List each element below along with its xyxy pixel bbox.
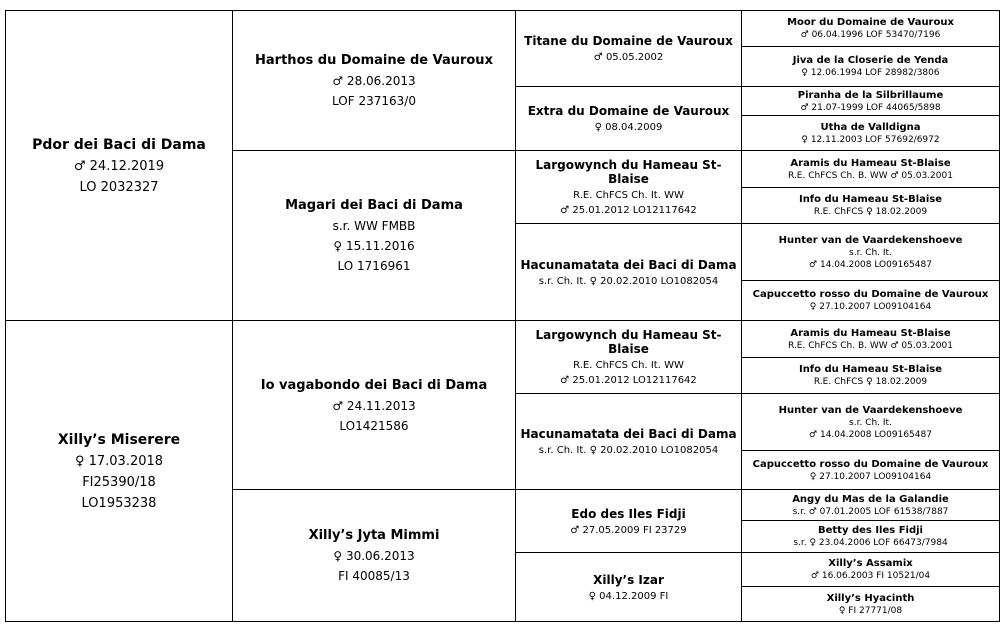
dog-name: Xilly’s Miserere xyxy=(57,431,181,448)
dog-name: Xilly’s Izar xyxy=(593,572,664,587)
dog-name: Piranha de la Silbrillaume xyxy=(797,89,944,101)
pedigree-cell-gen4-16 xyxy=(741,586,1000,622)
dog-info-line: R.E. ChFCS Ch. It. WW xyxy=(573,360,684,371)
dog-info-line: R.E. ChFCS Ch. B. WW ♂ 05.03.2001 xyxy=(788,340,953,351)
pedigree-cell-gen4-3 xyxy=(741,86,1000,116)
dog-info-line: R.E. ChFCS Ch. It. WW xyxy=(573,190,684,201)
dog-info-line: ♂ 14.04.2008 LO09165487 xyxy=(809,259,932,270)
dog-info-line: LO 2032327 xyxy=(79,179,159,195)
pedigree-cell-gen1-2 xyxy=(5,320,233,622)
dog-name: Capuccetto rosso du Domaine de Vauroux xyxy=(752,289,989,300)
dog-info-line: ♀ FI 27771/08 xyxy=(838,605,903,616)
dog-info-line: ♂ 27.05.2009 FI 23729 xyxy=(570,524,687,536)
dog-info-line: s.r. Ch. It. ♀ 20.02.2010 LO1082054 xyxy=(538,445,719,456)
pedigree-cell-gen4-8 xyxy=(741,280,1000,321)
dog-name: Magari dei Baci di Dama xyxy=(285,198,463,213)
pedigree-cell-gen4-5 xyxy=(741,150,1000,188)
dog-name: Hunter van de Vaardekenshoeve xyxy=(778,234,963,246)
dog-info-line: ♂ 05.05.2002 xyxy=(593,52,664,63)
pedigree-cell-gen4-10 xyxy=(741,357,1000,394)
dog-info-line: ♂ 25.01.2012 LO12117642 xyxy=(560,375,697,386)
dog-name: Hunter van de Vaardekenshoeve xyxy=(778,404,963,416)
pedigree-cell-gen2-4 xyxy=(232,489,516,622)
dog-name: Info du Hameau St-Blaise xyxy=(798,364,943,375)
dog-info-line: ♀ 27.10.2007 LO09104164 xyxy=(809,471,932,482)
dog-name: Largowynch du Hameau St-Blaise xyxy=(535,328,722,356)
pedigree-cell-gen4-15 xyxy=(741,552,1000,587)
dog-info-line: s.r. ♀ 23.04.2006 LOF 66473/7984 xyxy=(793,538,948,548)
dog-name: Aramis du Hameau St-Blaise xyxy=(790,157,951,169)
dog-name: Io vagabondo dei Baci di Dama xyxy=(260,377,488,393)
pedigree-cell-gen4-11 xyxy=(741,393,1000,451)
dog-info-line: ♂ 16.06.2003 FI 10521/04 xyxy=(810,571,931,581)
pedigree-cell-gen4-2 xyxy=(741,46,1000,87)
dog-info-line: ♂ 28.06.2013 xyxy=(332,74,416,88)
pedigree-cell-gen1-1 xyxy=(5,10,233,321)
dog-name: Moor du Domaine de Vauroux xyxy=(787,17,954,28)
pedigree-cell-gen4-6 xyxy=(741,187,1000,224)
dog-name: Aramis du Hameau St-Blaise xyxy=(790,327,951,339)
pedigree-cell-gen4-13 xyxy=(741,489,1000,521)
pedigree-cell-gen3-4 xyxy=(515,223,742,321)
dog-info-line: ♂ 25.01.2012 LO12117642 xyxy=(560,205,697,216)
dog-info-line: ♂ 24.11.2013 xyxy=(332,398,416,413)
dog-info-line: ♀ 04.12.2009 FI xyxy=(588,590,669,602)
dog-name: Largowynch du Hameau St-Blaise xyxy=(535,158,722,186)
pedigree-cell-gen3-7 xyxy=(515,489,742,553)
dog-name: Pdor dei Baci di Dama xyxy=(32,136,206,153)
dog-info-line: LO1953238 xyxy=(81,495,157,511)
pedigree-cell-gen4-9 xyxy=(741,320,1000,358)
pedigree-cell-gen4-4 xyxy=(741,115,1000,151)
dog-info-line: R.E. ChFCS ♀ 18.02.2009 xyxy=(813,207,928,217)
dog-info-line: FI 40085/13 xyxy=(338,569,410,583)
dog-info-line: ♂ 21.07-1999 LOF 44065/5898 xyxy=(800,102,941,113)
pedigree-cell-gen4-14 xyxy=(741,520,1000,553)
dog-name: Info du Hameau St-Blaise xyxy=(798,194,943,205)
dog-info-line: s.r. WW FMBB xyxy=(332,219,416,233)
pedigree-cell-gen3-2 xyxy=(515,86,742,151)
dog-name: Angy du Mas de la Galandie xyxy=(792,493,949,505)
dog-name: Xilly’s Assamix xyxy=(828,558,913,569)
pedigree-cell-gen2-3 xyxy=(232,320,516,490)
pedigree-cell-gen3-8 xyxy=(515,552,742,622)
dog-info-line: ♀ 12.06.1994 LOF 28982/3806 xyxy=(801,68,940,78)
dog-name: Capuccetto rosso du Domaine de Vauroux xyxy=(752,458,989,470)
pedigree-cell-gen4-12 xyxy=(741,450,1000,490)
dog-info-line: ♀ 30.06.2013 xyxy=(333,549,415,563)
dog-info-line: s.r. Ch. It. xyxy=(849,417,892,428)
pedigree-cell-gen3-6 xyxy=(515,393,742,490)
dog-name: Titane du Domaine de Vauroux xyxy=(524,34,733,48)
dog-info-line: ♂ 24.12.2019 xyxy=(73,158,165,174)
pedigree-cell-gen4-1 xyxy=(741,10,1000,47)
pedigree-cell-gen3-1 xyxy=(515,10,742,87)
dog-info-line: s.r. ♂ 07.01.2005 LOF 61538/7887 xyxy=(792,506,949,517)
dog-info-line: R.E. ChFCS Ch. B. WW ♂ 05.03.2001 xyxy=(788,170,953,181)
dog-info-line: FI25390/18 xyxy=(82,474,156,490)
dog-info-line: LO1421586 xyxy=(339,418,409,433)
dog-info-line: ♀ 27.10.2007 LO09104164 xyxy=(809,302,932,312)
pedigree-cell-gen2-2 xyxy=(232,150,516,321)
dog-info-line: ♀ 15.11.2016 xyxy=(333,239,415,253)
dog-name: Harthos du Domaine de Vauroux xyxy=(255,53,493,68)
dog-info-line: LO 1716961 xyxy=(337,259,411,273)
dog-name: Hacunamatata dei Baci di Dama xyxy=(520,257,737,272)
dog-name: Jiva de la Closerie de Yenda xyxy=(792,55,949,66)
dog-name: Xilly’s Hyacinth xyxy=(826,592,915,604)
dog-name: Xilly’s Jyta Mimmi xyxy=(308,528,440,543)
dog-info-line: LOF 237163/0 xyxy=(332,94,416,108)
dog-info-line: ♀ 08.04.2009 xyxy=(594,122,663,133)
dog-info-line: s.r. Ch. It. ♀ 20.02.2010 LO1082054 xyxy=(538,275,719,287)
dog-name: Extra du Domaine de Vauroux xyxy=(527,104,730,118)
dog-name: Edo des Iles Fidji xyxy=(571,506,686,521)
dog-info-line: ♀ 12.11.2003 LOF 57692/6972 xyxy=(801,134,940,145)
pedigree-cell-gen4-7 xyxy=(741,223,1000,281)
pedigree-cell-gen3-3 xyxy=(515,150,742,224)
dog-info-line: ♀ 17.03.2018 xyxy=(74,453,164,469)
dog-info-line: R.E. ChFCS ♀ 18.02.2009 xyxy=(813,377,928,387)
dog-name: Betty des Iles Fidji xyxy=(818,525,923,536)
dog-name: Utha de Valldigna xyxy=(820,121,921,133)
pedigree-cell-gen2-1 xyxy=(232,10,516,151)
dog-info-line: ♂ 06.04.1996 LOF 53470/7196 xyxy=(800,30,941,40)
pedigree-cell-gen3-5 xyxy=(515,320,742,394)
dog-name: Hacunamatata dei Baci di Dama xyxy=(520,427,737,441)
dog-info-line: s.r. Ch. It. xyxy=(849,247,892,258)
dog-info-line: ♂ 14.04.2008 LO09165487 xyxy=(809,429,932,440)
